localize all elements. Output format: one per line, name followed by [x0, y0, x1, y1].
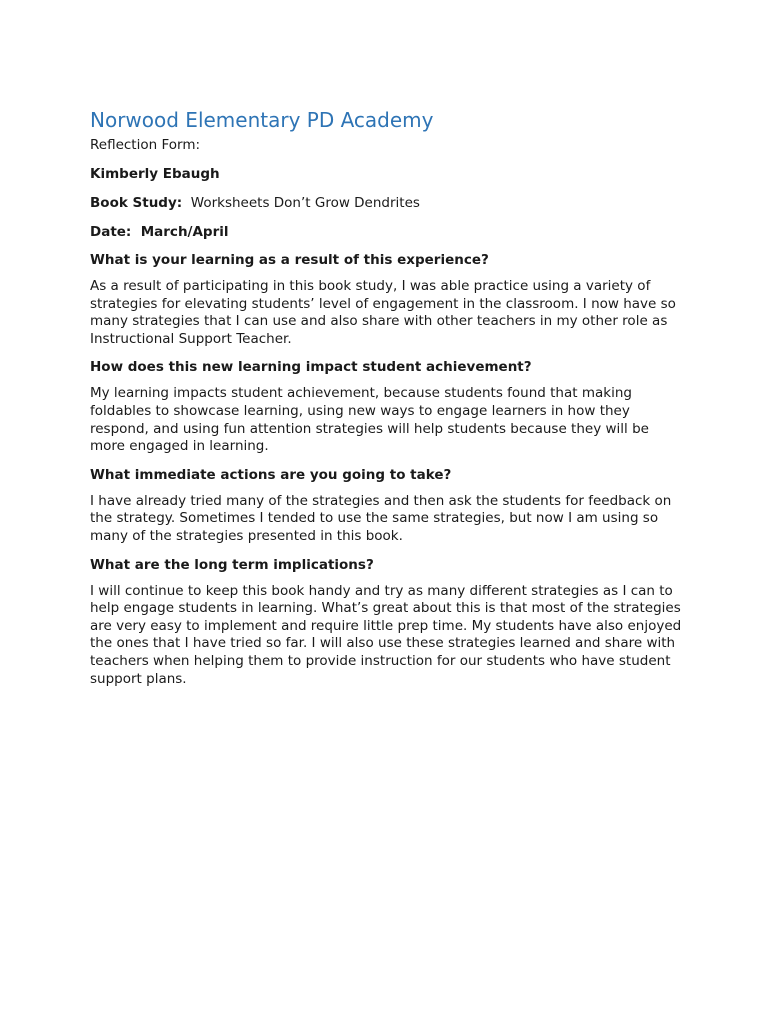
question-implications: What are the long term implications?: [90, 556, 374, 573]
question-learning: What is your learning as a result of this experience?: [90, 252, 489, 268]
book-study-value: Worksheets Don’t Grow Dendrites: [190, 195, 420, 211]
document-title: Norwood Elementary PD Academy: [90, 108, 434, 132]
answer-impact: My learning impacts student achievement, because students found that making foldables to showcase learning, using new ways to engage learners in how they respond, and using fun attention strategies will help students because they will be more engaged in learning.: [90, 385, 649, 455]
date-field: [90, 223, 690, 241]
date-value: March/April: [140, 224, 229, 240]
form-subtitle: Reflection Form:: [90, 137, 201, 153]
answer-learning: As a result of participating in this book study, I was able practice using a variety of strategies for elevating students’ level of engagement in the classroom. I now have so many strategies that I can use and also share with other teachers in my other role as Instructional Support Teacher.: [90, 278, 676, 347]
answer-implications: I will continue to keep this book handy and try as many different strategies as I can to help engage students in learning. What’s great about this is that most of the strategies are very easy to implement and require little prep time. My students have also enjoyed the ones that I have tried so far. I will also use these strategies learned and share with teachers when helping them to provide instruction for our students who have student support plans.: [90, 582, 682, 687]
book-study-label: Book Study:: [90, 195, 183, 211]
question-impact: How does this new learning impact student achievement?: [90, 359, 532, 376]
question-actions: What immediate actions are you going to take?: [90, 466, 452, 483]
author-name: Kimberly Ebaugh: [90, 166, 220, 182]
book-study-field: [90, 194, 690, 212]
answer-actions: I have already tried many of the strategies and then ask the students for feedback on the strategy. Sometimes I tended to use the same strategies, but now I am using so many of the strategies presented in this book.: [90, 492, 672, 544]
date-label: Date:: [90, 224, 132, 240]
document-page: [90, 106, 690, 688]
